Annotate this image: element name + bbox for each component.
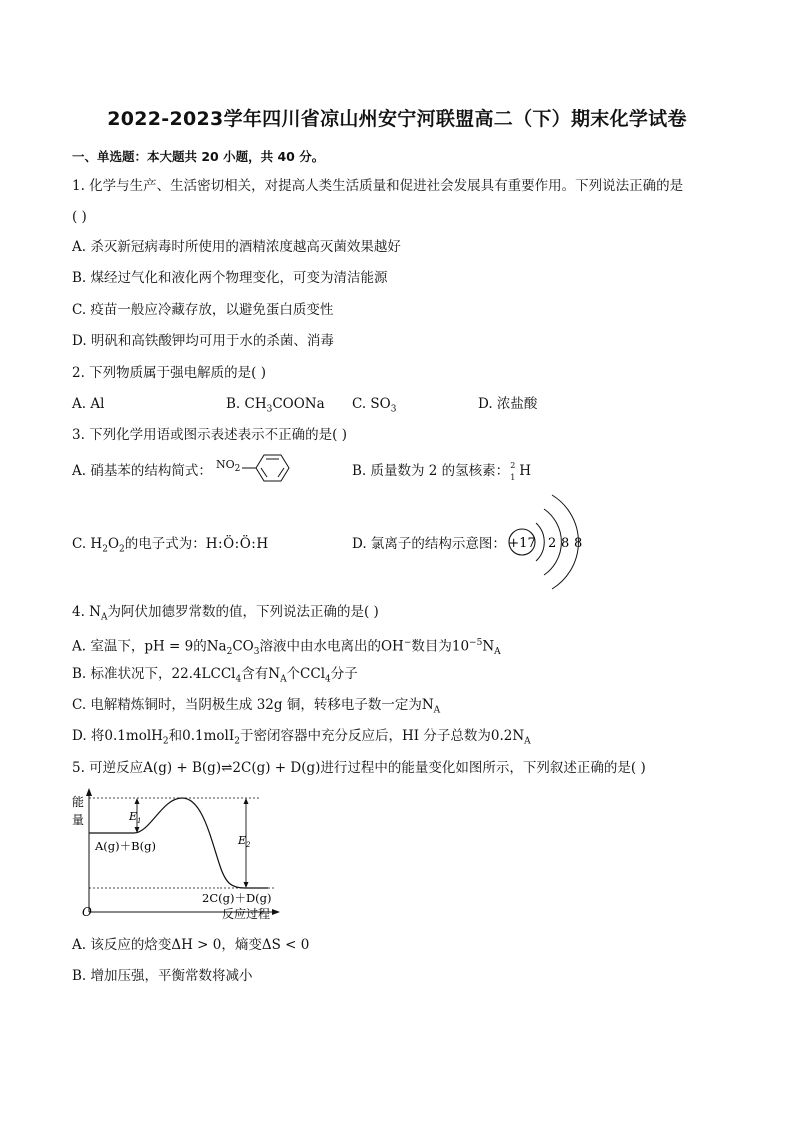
q1-option-c: C. 疫苗一般应冷藏存放，以避免蛋白质变性 xyxy=(72,302,334,318)
q1-stem: 1. 化学与生产、生活密切相关，对提高人类生活质量和促进社会发展具有重要作用。下列说法正确的是 xyxy=(72,178,684,194)
q3-stem: 3. 下列化学用语或图示表述表示不正确的是( ) xyxy=(72,427,347,443)
q4-option-b: B. 标准状况下，22.4LCCl$_4$含有$N_A$个CCl$_4$分子 xyxy=(72,666,358,685)
q3-option-b: B. 质量数为 2 的氢核素： 2 1 H xyxy=(352,461,531,482)
q1-option-d: D. 明矾和高铁酸钾均可用于水的杀菌、消毒 xyxy=(72,333,334,349)
q3-option-c: C. $H_2O_2$的电子式为：H:Ö:Ö:H xyxy=(72,536,269,555)
svg-text:+17: +17 xyxy=(508,536,536,551)
e2-subscript: 2 xyxy=(246,841,251,849)
energy-diagram xyxy=(70,786,290,922)
e1-label: E xyxy=(129,810,138,823)
q2-option-b: B. $CH_3COONa$ xyxy=(226,396,325,415)
origin-label: O xyxy=(82,905,92,919)
shell-1-electrons: 2 xyxy=(548,536,557,551)
q5-stem: 5. 可逆反应A(g) + B(g)⇌2C(g) + D(g)进行过程中的能量变化如图所示，下列叙述正确的是( ) xyxy=(72,760,646,776)
products-label: 2C(g)＋D(g) xyxy=(202,891,272,905)
e2-label: E xyxy=(238,834,247,847)
q4-stem: 4. $N_A$为阿伏加德罗常数的值，下列说法正确的是( ) xyxy=(72,604,379,623)
y-axis-label-2: 量 xyxy=(72,813,85,827)
shell-2-electrons: 8 xyxy=(561,536,570,551)
y-axis-label-1: 能 xyxy=(72,795,85,809)
shell-3-electrons: 8 xyxy=(574,536,583,551)
q4-option-a: A. 室温下，pH = 9的$Na_2CO_3$溶液中由水电离出的OH−数目为$10^{-5}N_A$ xyxy=(72,638,501,658)
q4-option-d: D. 将0.1molH$_2$和0.1molI$_2$于密闭容器中充分反应后，HI 分子总数为$0.2N_A$ xyxy=(72,728,531,747)
q4-option-c: C. 电解精炼铜时，当阴极生成 32g 铜，转移电子数一定为$N_A$ xyxy=(72,697,441,716)
q3-option-a: A. 硝基苯的结构简式： xyxy=(72,463,212,479)
q2-option-a: A. Al xyxy=(72,396,105,412)
nitro-group-label: $NO_2$ xyxy=(216,458,241,475)
q2-option-d: D. 浓盐酸 xyxy=(478,396,538,412)
e1-subscript: 1 xyxy=(137,817,142,825)
section-heading: 一、单选题：本大题共 20 小题，共 40 分。 xyxy=(72,149,325,164)
reactants-label: A(g)＋B(g) xyxy=(95,839,156,853)
nitrobenzene-structure xyxy=(240,450,300,486)
q2-stem: 2. 下列物质属于强电解质的是( ) xyxy=(72,365,266,381)
chloride-ion-diagram xyxy=(500,487,590,597)
x-axis-label: 反应过程 xyxy=(222,907,271,921)
q3-option-d: D. 氯离子的结构示意图： xyxy=(352,536,506,552)
q5-option-b: B. 增加压强，平衡常数将减小 xyxy=(72,968,253,984)
q1-option-b: B. 煤经过气化和液化两个物理变化，可变为清洁能源 xyxy=(72,270,388,286)
exam-title: 2022-2023学年四川省凉山州安宁河联盟高二（下）期末化学试卷 xyxy=(107,108,687,130)
q1-option-a: A. 杀灭新冠病毒时所使用的酒精浓度越高灭菌效果越好 xyxy=(72,239,401,255)
q1-paren: ( ) xyxy=(72,209,87,225)
q5-option-a: A. 该反应的焓变ΔH > 0，熵变ΔS < 0 xyxy=(72,937,310,953)
q2-option-c: C. $SO_3$ xyxy=(352,396,397,415)
